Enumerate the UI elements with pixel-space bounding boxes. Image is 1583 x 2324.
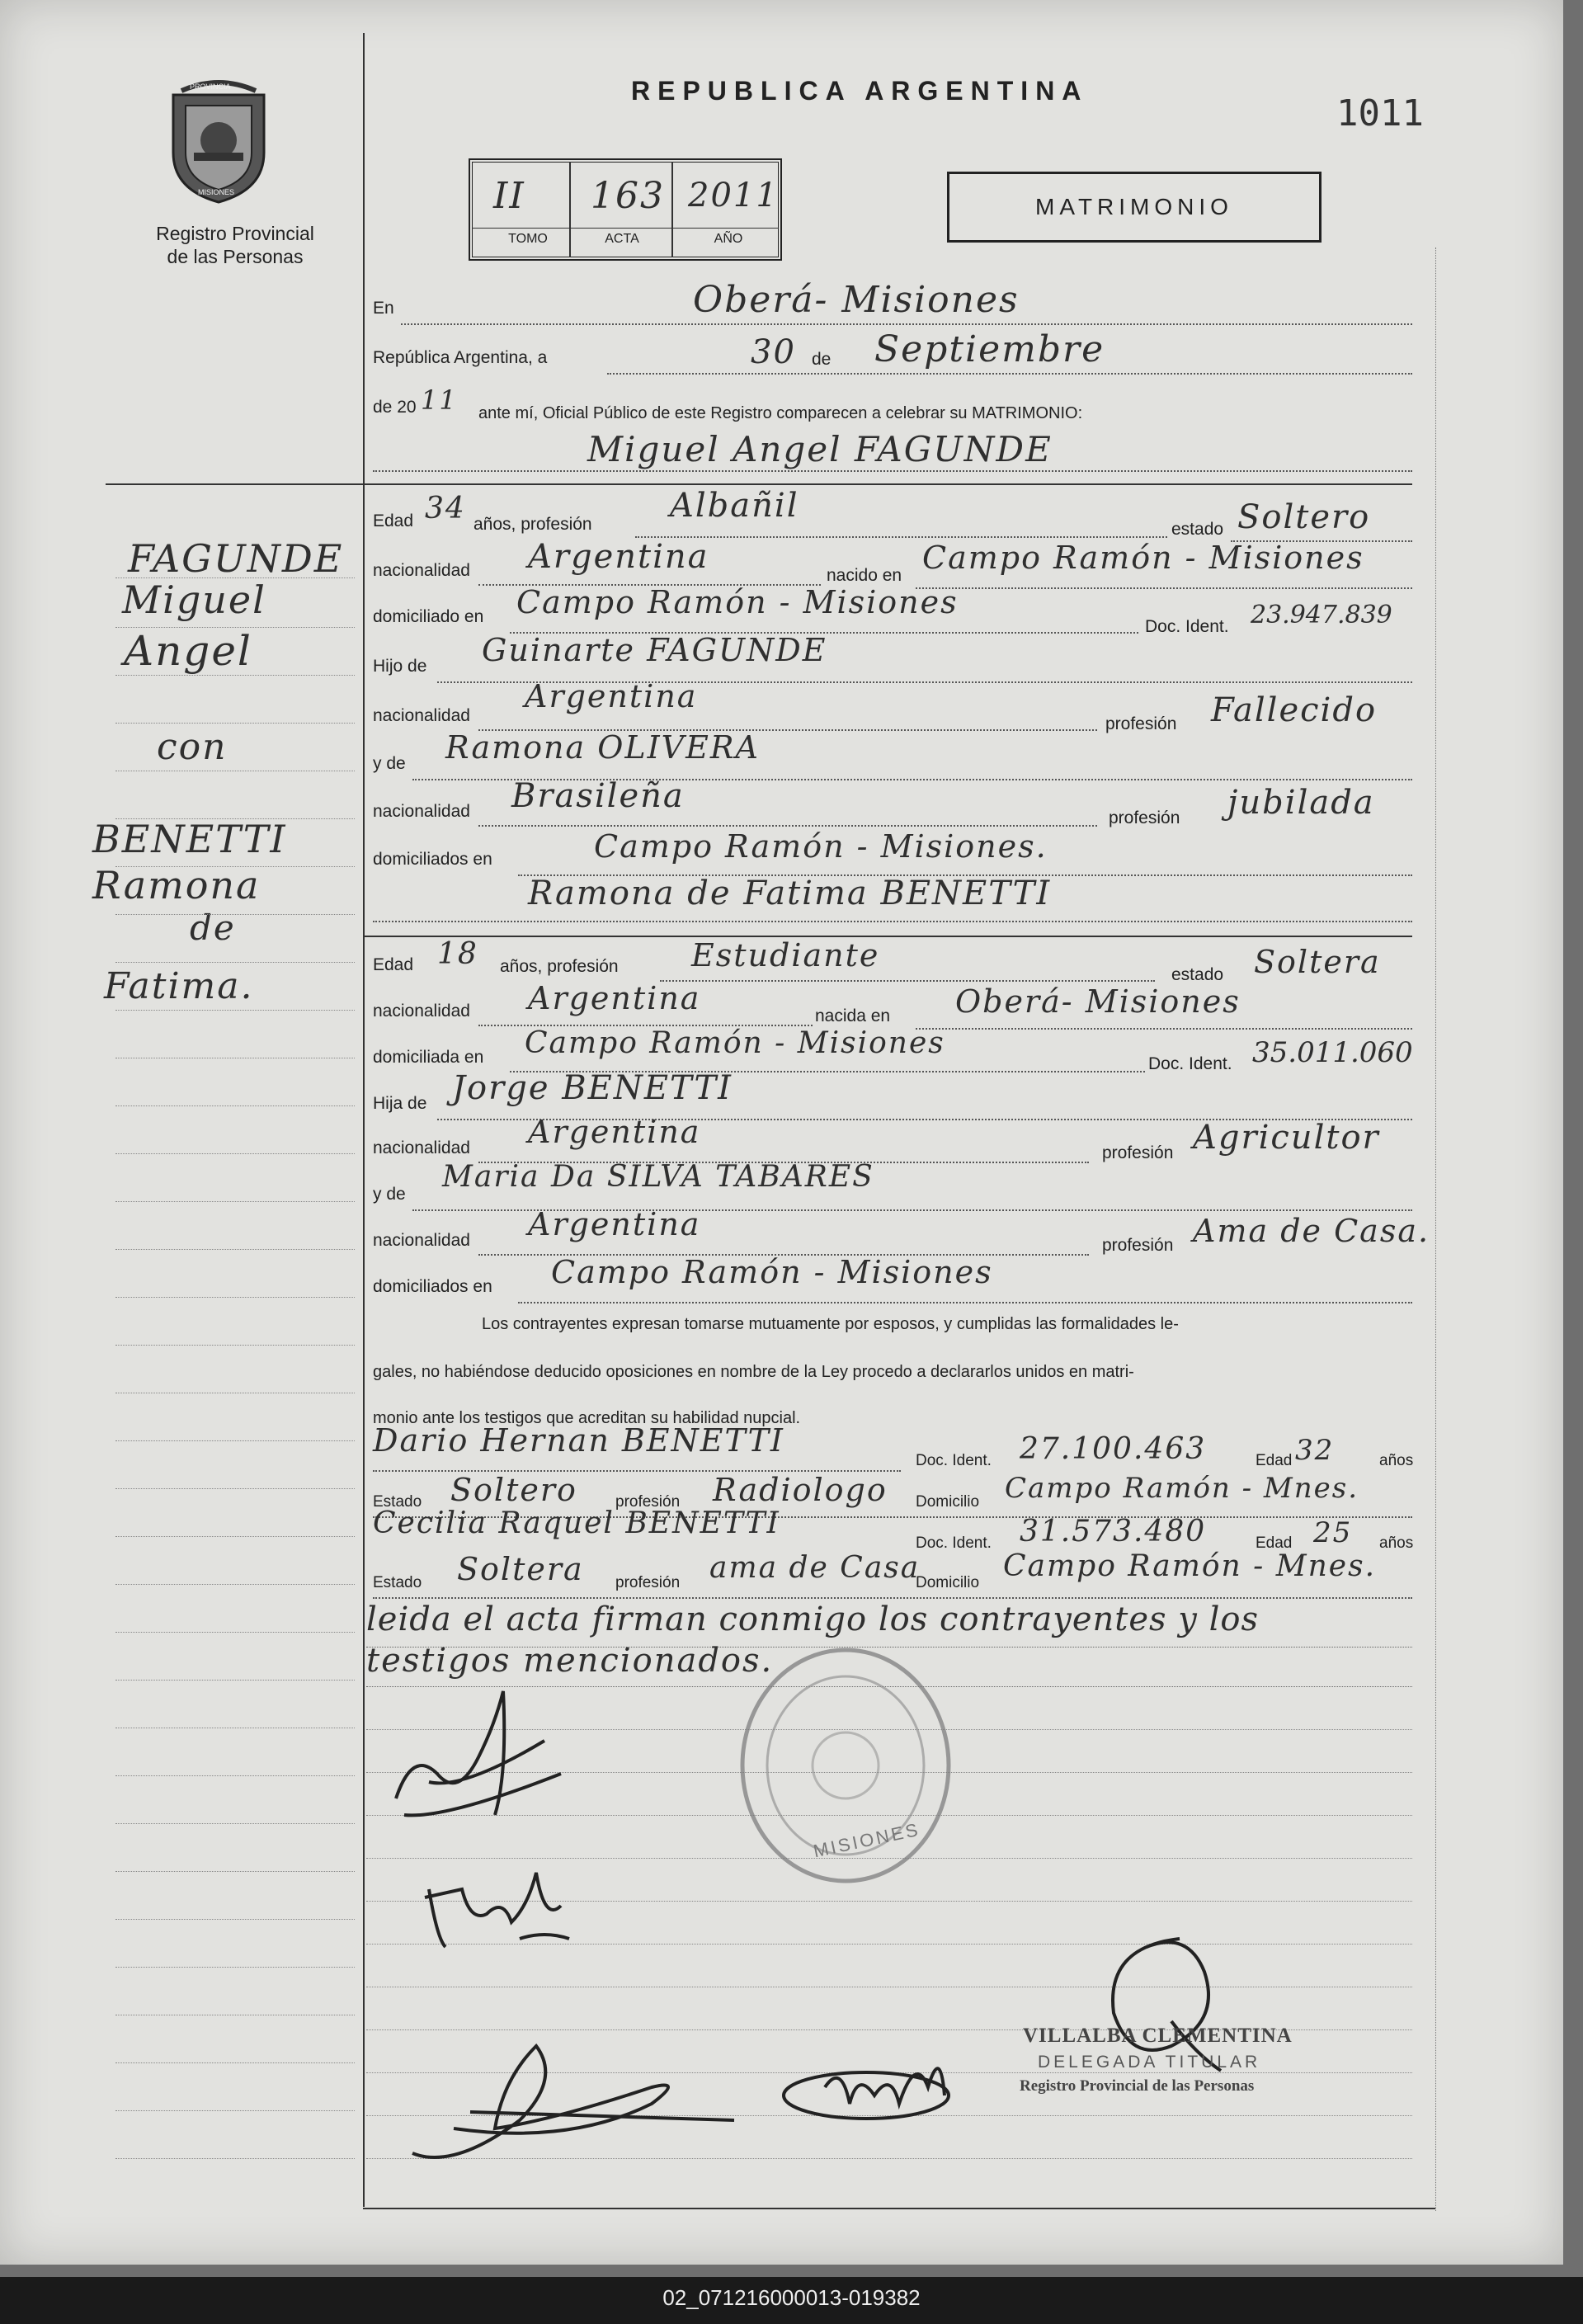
seal-bottom-text: MISIONES (198, 188, 235, 196)
witness-1-address: Campo Ramón - Mnes. (1005, 1472, 1359, 1505)
witness-1-signature (404, 2029, 751, 2178)
ano-value: 2011 (688, 177, 779, 214)
groom-nationality: Argentina (528, 538, 709, 576)
margin-line-8: Fatima. (104, 965, 254, 1007)
witness-2-address: Campo Ramón - Mnes. (1003, 1549, 1377, 1583)
witness-1-name: Dario Hernan BENETTI (373, 1422, 784, 1459)
year-suffix: 11 (421, 384, 458, 416)
round-stamp-text: MISIONES (811, 1818, 922, 1862)
witness-2-name: Cecilia Raquel BENETTI (373, 1506, 780, 1540)
margin-line-3: Angel (124, 627, 252, 675)
witness-2-profession: ama de Casa (709, 1551, 921, 1585)
groom-mother-nationality: Brasileña (511, 777, 685, 815)
document-type: MATRIMONIO (1035, 194, 1233, 219)
bride-nationality: Argentina (528, 980, 701, 1016)
bride-father-profession: Agricultor (1193, 1119, 1380, 1157)
bride-name: Ramona de Fatima BENETTI (528, 874, 1052, 912)
bride-signature (412, 1856, 577, 1955)
margin-line-4: con (157, 726, 228, 768)
bride-age: 18 (437, 937, 478, 971)
declaration-line-1: Los contrayentes expresan tomarse mutuamente por esposos, y cumplidas las formalidades le- (482, 1315, 1179, 1333)
country-title: REPUBLICA ARGENTINA (631, 76, 1089, 106)
closing-line-1: leida el acta firman conmigo los contrayentes y los (366, 1600, 1259, 1638)
margin-divider (363, 33, 365, 2207)
tomo-label: TOMO (508, 232, 548, 246)
witness-1-document: 27.100.463 (1020, 1432, 1207, 1466)
ano-label: AÑO (714, 232, 743, 246)
bride-mother-profession: Ama de Casa. (1193, 1213, 1430, 1249)
bride-profession: Estudiante (691, 937, 880, 973)
groom-mother-profession: jubilada (1227, 784, 1375, 822)
witness-2-document: 31.573.480 (1020, 1515, 1207, 1549)
groom-profession: Albañil (670, 487, 799, 525)
groom-father-profession: Fallecido (1211, 691, 1378, 729)
declaration-line-2: gales, no habiéndose deducido oposiciones en nombre de la Ley procedo a declararlos unidos en matri- (373, 1363, 1134, 1381)
groom-address: Campo Ramón - Misiones (516, 584, 959, 620)
page-number: 1011 (1336, 92, 1424, 134)
margin-line-6: Ramona (92, 863, 261, 907)
tomo-value: II (493, 175, 525, 217)
bride-parents-address: Campo Ramón - Misiones (551, 1254, 993, 1290)
margin-line-1: FAGUNDE (128, 536, 344, 581)
scan-id: 02_071216000013-019382 (662, 2285, 921, 2310)
bride-section-top-rule (363, 936, 1412, 937)
bride-mother: Maria Da SILVA TABARES (442, 1160, 874, 1194)
groom-birthplace: Campo Ramón - Misiones (922, 540, 1364, 576)
groom-status: Soltero (1237, 498, 1371, 536)
declaration-line-3: monio ante los testigos que acreditan su habilidad nupcial. (373, 1409, 801, 1427)
margin-line-2: Miguel (122, 577, 266, 622)
ceremony-month: Septiembre (874, 328, 1105, 370)
intro-text: ante mí, Oficial Público de este Registro comparecen a celebrar su MATRIMONIO: (478, 404, 1083, 422)
witness-1-age: 32 (1295, 1434, 1335, 1467)
groom-signature (379, 1675, 586, 1848)
bride-address: Campo Ramón - Misiones (525, 1026, 945, 1060)
seal-top-text: PROVINCIA (190, 82, 231, 91)
registry-name-line2: de las Personas (167, 246, 304, 267)
margin-line-7: de (190, 907, 236, 948)
de-label: de (812, 350, 832, 369)
bride-status: Soltera (1254, 944, 1381, 980)
witness-2-age: 25 (1313, 1516, 1353, 1549)
groom-name: Miguel Angel FAGUNDE (587, 429, 1053, 469)
bride-mother-nationality: Argentina (528, 1206, 701, 1242)
republica-label: República Argentina, a (373, 348, 548, 367)
official-stamp-name: VILLALBA CLEMENTINA (1023, 2025, 1293, 2047)
witness-1-profession: Radiologo (713, 1472, 888, 1508)
groom-parents-address: Campo Ramón - Misiones. (594, 828, 1048, 865)
ceremony-place: Oberá- Misiones (693, 279, 1020, 321)
groom-father: Guinarte FAGUNDE (482, 632, 827, 668)
groom-father-nationality: Argentina (525, 678, 698, 714)
provincial-seal-logo (157, 74, 280, 206)
closing-line-2: testigos mencionados. (366, 1642, 774, 1680)
official-stamp-role: DELEGADA TITULAR (1038, 2053, 1261, 2072)
year-prefix: de 20 (373, 398, 417, 417)
ceremony-day: 30 (751, 333, 796, 371)
witness-2-status: Soltera (457, 1551, 584, 1587)
registry-name-line1: Registro Provincial (156, 223, 314, 244)
witness-1-status: Soltero (450, 1472, 577, 1508)
acta-value: 163 (591, 175, 665, 217)
bride-father: Jorge BENETTI (452, 1069, 733, 1107)
margin-line-5: BENETTI (92, 817, 287, 861)
groom-age: 34 (425, 492, 466, 526)
certificate-page: PROVINCIA MISIONES Registro Provincial de las Personas REPUBLICA ARGENTINA 1011 II 163 2011 TOMO ACTA AÑO MATRIMONIO En Oberá- Misiones República Argentina, a 30 de Septiembre de 20 11 ante mí, Oficial Público de este Registro comparecen a celebrar su MATRIMONIO: Miguel Angel FAGUNDE Edad 34 años, profesión Albañil estado Soltero nacionalidad Argentina nacido en Campo Ramón - Misiones domiciliado en Campo Ramón - Misiones Doc. Ident. 23.947.839 Hijo de Guinarte FAGUNDE nacionalidad Argentina profesión Fallecido y de Ramona OLIVERA nacionalidad Brasileña profesión jubilada domiciliados en Campo Ramón - Misiones. Ramona de Fatima BENETTI Edad 18 años, profesión Estudiante estado Soltera nacionalidad Argentina nacida en Oberá- Misiones domiciliada en Campo Ramón - Misiones Doc. Ident. 35.011.060 Hija de Jorge BENETTI nacionalidad Argentina profesión Agricultor y de Maria Da SILVA TABARES nacionalidad Argentina profesión Ama de Casa. domiciliados en Campo Ramón - Misiones Los contrayentes expresan tomarse mutuamente por esposos, y cumplidas las formalidades le- gales, no habiéndose deducido oposiciones en nombre de la Ley procedo a declararlos unidos en matri- monio ante los testigos que acreditan su habilidad nupcial. Dario Hernan BENETTI Doc. Ident. 27.100.463 Edad 32 años Estado Soltero profesión Radiologo Domicilio Campo Ramón - Mnes. Cecilia Raquel BENETTI Doc. Ident. 31.573.480 Edad 25 años Estado Soltera profesión ama de Casa Domicilio Campo Ramón - Mnes. leida el acta firman conmigo los contrayentes y los testigos mencionados. MISIONES VILLALBA CLEMENTINA DELEGADA TITULAR Registro Provincial de las Personas FAGUNDE Miguel Angel con BENETTI Ramona de Fatima. (0, 0, 1563, 2265)
official-stamp-org: Registro Provincial de las Personas (1020, 2077, 1255, 2095)
right-margin-line (1435, 247, 1436, 2211)
acta-label: ACTA (605, 232, 639, 246)
groom-mother: Ramona OLIVERA (445, 729, 760, 766)
groom-document: 23.947.839 (1251, 601, 1392, 629)
bride-document: 35.011.060 (1252, 1036, 1413, 1069)
en-label: En (373, 299, 394, 318)
bride-birthplace: Oberá- Misiones (955, 983, 1241, 1020)
bride-father-nationality: Argentina (528, 1114, 701, 1150)
witness-2-signature (775, 2038, 982, 2137)
